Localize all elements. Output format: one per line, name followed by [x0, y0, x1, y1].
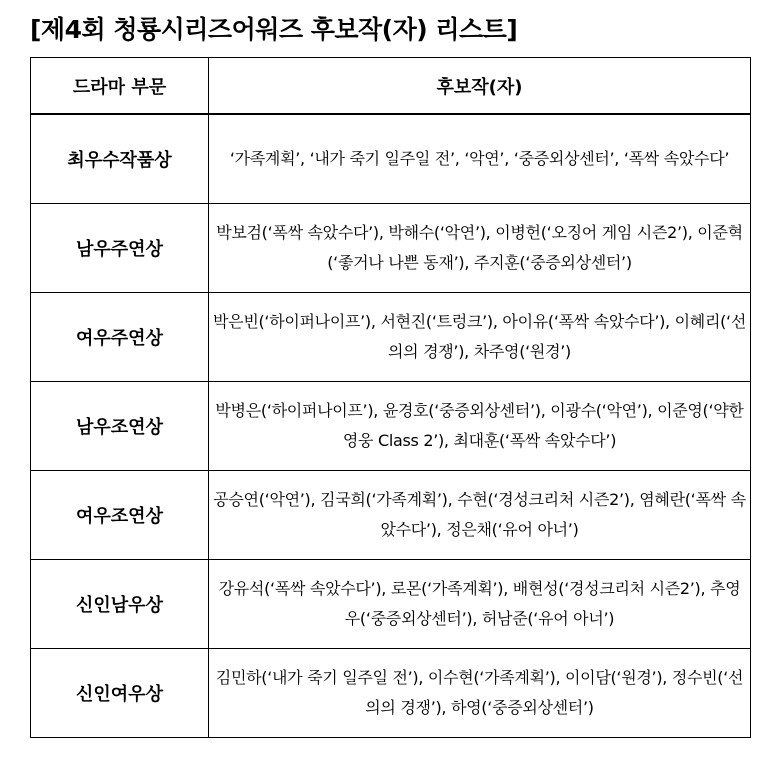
category-cell: 신인남우상	[31, 560, 209, 649]
nominees-cell: 공승연(‘악연’), 김국희(‘가족계획’), 수현(‘경성크리처 시즌2’), 염혜란(‘폭싹 속았수다’), 정은채(‘유어 아너’)	[209, 471, 751, 560]
category-cell: 남우조연상	[31, 382, 209, 471]
nominees-cell: 박보검(‘폭싹 속았수다’), 박해수(‘악연’), 이병헌(‘오징어 게임 시즌2’), 이준혁(‘좋거나 나쁜 동재’), 주지훈(‘중증외상센터’)	[209, 204, 751, 293]
category-cell: 남우주연상	[31, 204, 209, 293]
table-row	[31, 204, 751, 293]
table-row	[31, 114, 751, 204]
table-row	[31, 293, 751, 382]
category-cell: 최우수작품상	[31, 114, 209, 204]
table-row	[31, 382, 751, 471]
header-category: 드라마 부문	[31, 58, 209, 115]
nominees-cell: 김민하(‘내가 죽기 일주일 전’), 이수현(‘가족계획’), 이이담(‘원경’), 정수빈(‘선의의 경쟁’), 하영(‘중증외상센터’)	[209, 649, 751, 738]
nominee-table	[30, 57, 751, 738]
table-row	[31, 471, 751, 560]
category-cell: 여우조연상	[31, 471, 209, 560]
nominees-cell: 강유석(‘폭싹 속았수다’), 로몬(‘가족계획’), 배현성(‘경성크리처 시즌2’), 추영우(‘중증외상센터’), 허남준(‘유어 아너’)	[209, 560, 751, 649]
header-nominees: 후보작(자)	[209, 58, 751, 115]
page-title: [제4회 청룡시리즈어워즈 후보작(자) 리스트]	[30, 15, 518, 44]
nominees-cell: ‘가족계획’, ‘내가 죽기 일주일 전’, ‘악연’, ‘중증외상센터’, ‘폭싹 속았수다’	[209, 114, 751, 204]
nominees-cell: 박병은(‘하이퍼나이프’), 윤경호(‘중증외상센터’), 이광수(‘악연’), 이준영(‘약한영웅 Class 2’), 최대훈(‘폭싹 속았수다’)	[209, 382, 751, 471]
table-header-row	[31, 58, 751, 115]
nominees-cell: 박은빈(‘하이퍼나이프’), 서현진(‘트렁크’), 아이유(‘폭싹 속았수다’), 이혜리(‘선의의 경쟁’), 차주영(‘원경’)	[209, 293, 751, 382]
table-row	[31, 560, 751, 649]
category-cell: 여우주연상	[31, 293, 209, 382]
table-row	[31, 649, 751, 738]
category-cell: 신인여우상	[31, 649, 209, 738]
